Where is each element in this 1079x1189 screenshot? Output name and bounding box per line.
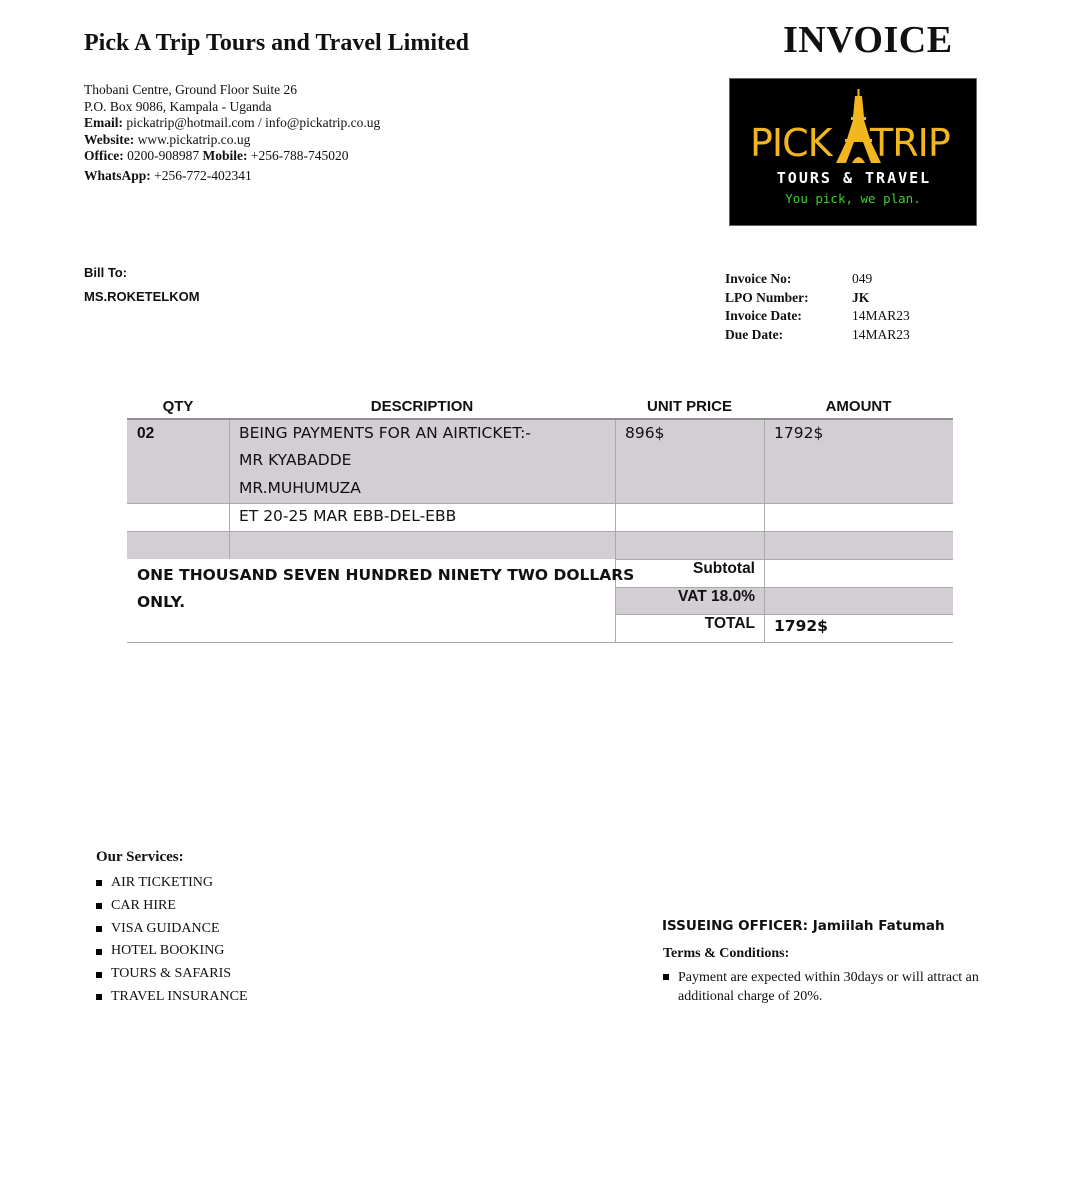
row-description-line: ET 20-25 MAR EBB-DEL-EBB	[239, 507, 457, 525]
meta-row-lpo	[725, 290, 910, 309]
meta-value: 049	[852, 271, 873, 286]
company-logo	[729, 78, 977, 226]
bullet-icon	[96, 994, 102, 1000]
header-description: DESCRIPTION	[370, 398, 474, 415]
row-qty: 02	[137, 425, 155, 442]
meta-label: Due Date:	[725, 326, 784, 342]
bill-to-label: Bill To:	[84, 265, 128, 280]
logo-subtitle: TOURS & TRAVEL	[776, 169, 932, 187]
logo-brand-right: TRIP	[870, 121, 950, 165]
meta-value: JK	[852, 289, 870, 305]
bullet-icon	[96, 949, 102, 955]
column-divider	[764, 420, 765, 642]
service-label: VISA GUIDANCE	[111, 920, 220, 936]
header-unit-price: UNIT PRICE	[646, 398, 732, 415]
website-line	[84, 132, 380, 149]
issuing-officer: ISSUEING OFFICER: Jamiilah Fatumah	[662, 918, 945, 934]
vat-label: VAT 18.0%	[678, 588, 755, 605]
bullet-icon	[96, 926, 102, 932]
invoice-meta	[725, 271, 910, 345]
amount-in-words-line: ONE THOUSAND SEVEN HUNDRED NINETY TWO DOLLARS	[137, 566, 635, 584]
column-divider	[229, 420, 230, 559]
meta-label: LPO Number:	[725, 289, 809, 305]
row-unit-price: 896$	[625, 424, 665, 442]
mobile-label: Mobile:	[202, 148, 248, 163]
subtotal-label: Subtotal	[693, 560, 755, 577]
service-item	[96, 918, 248, 941]
total-label: TOTAL	[704, 615, 755, 632]
meta-row-due-date	[725, 327, 910, 346]
amount-in-words-line: ONLY.	[137, 593, 186, 611]
meta-row-invoice-date	[725, 308, 910, 327]
table-row-3-bg	[127, 531, 953, 559]
terms-title: Terms & Conditions:	[663, 946, 790, 961]
row-divider	[127, 531, 953, 532]
company-name: Pick A Trip Tours and Travel Limited	[84, 30, 469, 56]
header-qty: QTY	[162, 398, 194, 415]
amount-in-words	[137, 562, 634, 616]
bullet-icon	[96, 880, 102, 886]
row-amount: 1792$	[774, 424, 824, 442]
company-address-block	[84, 82, 380, 184]
meta-row-invoice-no	[725, 271, 910, 290]
header-rule	[127, 418, 953, 420]
row-divider	[127, 503, 953, 504]
row-description-line: MR KYABADDE	[239, 451, 352, 469]
logo-brand-left: PICK	[750, 121, 832, 165]
meta-label: Invoice Date:	[725, 308, 802, 323]
website-value: www.pickatrip.co.ug	[137, 131, 251, 147]
total-value: 1792$	[774, 617, 828, 635]
header-amount: AMOUNT	[825, 398, 892, 415]
phone-line	[84, 148, 380, 165]
bullet-icon	[663, 974, 669, 980]
email-line	[84, 115, 380, 132]
email-label: Email:	[84, 115, 123, 130]
service-label: HOTEL BOOKING	[111, 943, 225, 959]
whatsapp-label: WhatsApp:	[84, 167, 151, 183]
service-label: TOURS & SAFARIS	[111, 966, 232, 982]
terms-item	[663, 968, 993, 1006]
service-item	[96, 986, 248, 1009]
logo-tagline: You pick, we plan.	[785, 191, 921, 206]
service-item	[96, 940, 248, 963]
office-label: Office:	[84, 148, 124, 163]
table-bottom-rule	[127, 642, 953, 643]
address-line-2: P.O. Box 9086, Kampala - Uganda	[84, 98, 272, 114]
row-description-line: MR.MUHUMUZA	[239, 479, 361, 497]
service-item	[96, 963, 248, 986]
service-label: AIR TICKETING	[111, 875, 214, 890]
services-title: Our Services:	[96, 849, 184, 865]
office-value: 0200-908987	[127, 148, 200, 163]
whatsapp-line	[84, 168, 380, 185]
service-label: TRAVEL INSURANCE	[111, 988, 248, 1004]
bill-to-name: MS.ROKETELKOM	[84, 289, 200, 304]
invoice-heading: INVOICE	[783, 19, 953, 61]
mobile-value: +256-788-745020	[250, 148, 349, 163]
bullet-icon	[96, 972, 102, 978]
logo-graphic	[730, 79, 976, 225]
website-label: Website:	[84, 131, 135, 147]
service-item	[96, 895, 248, 918]
address-line-1: Thobani Centre, Ground Floor Suite 26	[84, 82, 297, 97]
meta-label: Invoice No:	[725, 271, 792, 286]
terms-text: Payment are expected within 30days or will attract an additional charge of 20%.	[678, 970, 979, 1004]
meta-value: 14MAR23	[852, 308, 910, 323]
meta-value: 14MAR23	[852, 326, 910, 342]
service-item	[96, 872, 248, 895]
bullet-icon	[96, 903, 102, 909]
email-value: pickatrip@hotmail.com / info@pickatrip.co.ug	[126, 115, 381, 130]
whatsapp-value: +256-772-402341	[154, 167, 252, 183]
row-description-line: BEING PAYMENTS FOR AN AIRTICKET:-	[239, 424, 531, 442]
services-list	[96, 872, 248, 1009]
service-label: CAR HIRE	[111, 897, 176, 913]
